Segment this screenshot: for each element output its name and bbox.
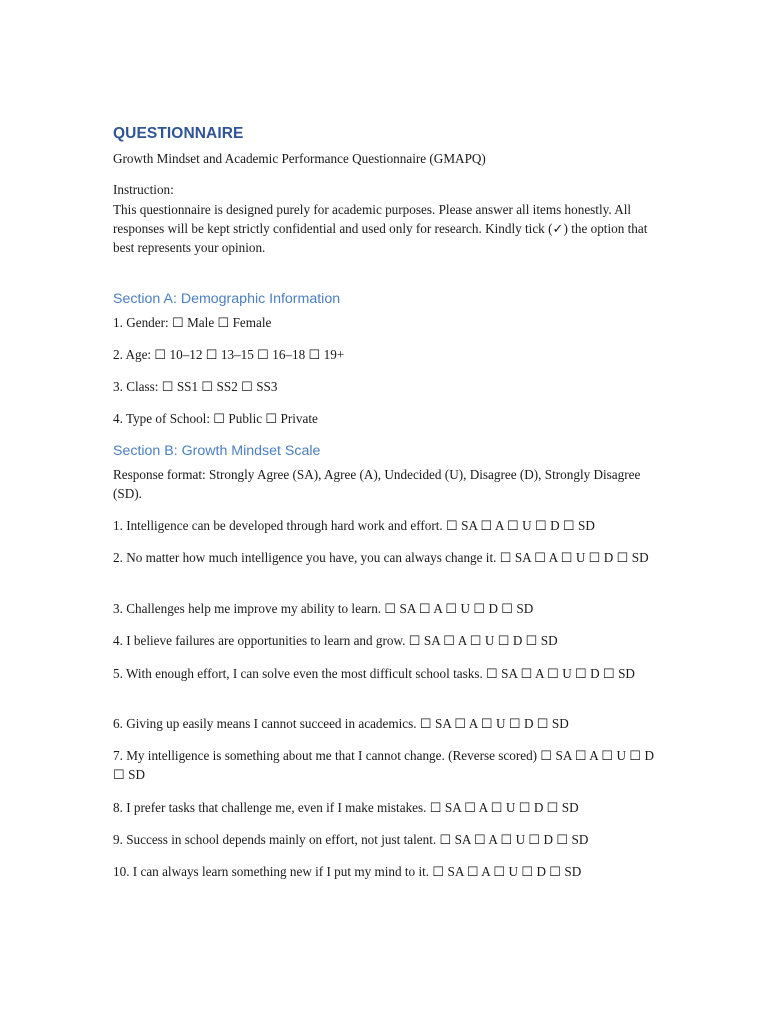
- scale-item: 9. Success in school depends mainly on effort, not just talent. ☐ SA ☐ A ☐ U ☐ D ☐ SD: [113, 832, 589, 847]
- scale-item: 1. Intelligence can be developed through hard work and effort. ☐ SA ☐ A ☐ U ☐ D ☐ SD: [113, 518, 595, 533]
- section-a-item: 4. Type of School: ☐ Public ☐ Private: [113, 411, 318, 426]
- scale-item: 10. I can always learn something new if I put my mind to it. ☐ SA ☐ A ☐ U ☐ D ☐ SD: [113, 864, 582, 879]
- document-title: QUESTIONNAIRE: [113, 125, 244, 142]
- scale-item: 8. I prefer tasks that challenge me, even if I make mistakes. ☐ SA ☐ A ☐ U ☐ D ☐ SD: [113, 800, 579, 815]
- section-a-heading: Section A: Demographic Information: [113, 291, 341, 307]
- scale-item: 5. With enough effort, I can solve even the most difficult school tasks. ☐ SA ☐ A ☐ U ☐ D ☐ SD: [113, 666, 635, 681]
- section-a-item: 2. Age: ☐ 10–12 ☐ 13–15 ☐ 16–18 ☐ 19+: [113, 347, 345, 362]
- section-a-item: 3. Class: ☐ SS1 ☐ SS2 ☐ SS3: [113, 379, 278, 394]
- instruction-label: Instruction:: [113, 182, 174, 197]
- scale-item: 6. Giving up easily means I cannot succeed in academics. ☐ SA ☐ A ☐ U ☐ D ☐ SD: [113, 716, 569, 731]
- scale-item: 2. No matter how much intelligence you have, you can always change it. ☐ SA ☐ A ☐ U ☐ D ☐ SD: [113, 550, 649, 565]
- instruction-text: This questionnaire is designed purely for academic purposes. Please answer all items honestly. All responses will be kept strictly confidential and used only for research. Kindly tick (✓) the option that best represents your opinion.: [113, 202, 648, 255]
- scale-item: 3. Challenges help me improve my ability to learn. ☐ SA ☐ A ☐ U ☐ D ☐ SD: [113, 601, 534, 616]
- document-subtitle: Growth Mindset and Academic Performance Questionnaire (GMAPQ): [113, 151, 486, 166]
- section-b-heading: Section B: Growth Mindset Scale: [113, 443, 321, 459]
- scale-item: 7. My intelligence is something about me that I cannot change. (Reverse scored) ☐ SA ☐ A ☐ U ☐ D ☐ SD: [113, 748, 654, 782]
- response-format-text: Response format: Strongly Agree (SA), Agree (A), Undecided (U), Disagree (D), Strongly Disagree (SD).: [113, 467, 641, 501]
- section-a-item: 1. Gender: ☐ Male ☐ Female: [113, 315, 272, 330]
- scale-item: 4. I believe failures are opportunities to learn and grow. ☐ SA ☐ A ☐ U ☐ D ☐ SD: [113, 633, 558, 648]
